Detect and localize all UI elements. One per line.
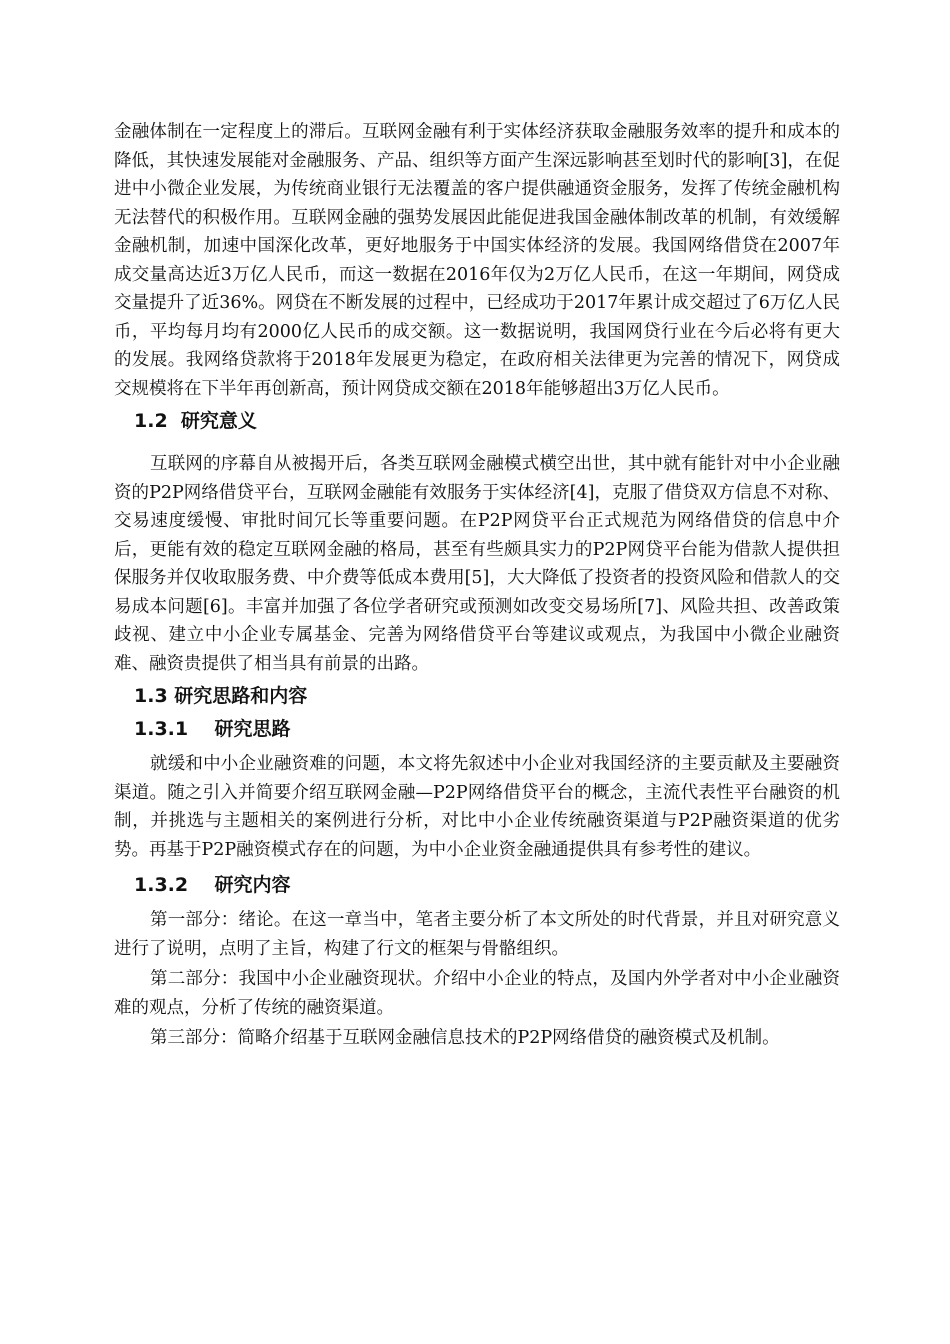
document-body xyxy=(114,118,840,1053)
paragraph-background-continued: 金融体制在一定程度上的滞后。互联网金融有利于实体经济获取金融服务效率的提升和成本的降低，其快速发展能对金融服务、产品、组织等方面产生深远影响甚至划时代的影响[3]，在促进中小微企业发展，为传统商业银行无法覆盖的客户提供融通资金服务，发挥了传统金融机构无法替代的积极作用。互联网金融的强势发展因此能促进我国金融体制改革的机制，有效缓解金融机制，加速中国深化改革，更好地服务于中国实体经济的发展。我国网络借贷在2007年成交量高达近3万亿人民币，而这一数据在2016年仅为2万亿人民币，在这一年期间，网贷成交量提升了近36%。网贷在不断发展的过程中，已经成功于2017年累计成交超过了6万亿人民币，平均每月均有2000亿人民币的成交额。这一数据说明，我国网贷行业在今后必将有更大的发展。我网络贷款将于2018年发展更为稳定，在政府相关法律更为完善的情况下，网贷成交规模将在下半年再创新高，预计网贷成交额在2018年能够超出3万亿人民币。 xyxy=(114,122,840,399)
section-heading-1-3: 1.3 研究思路和内容 xyxy=(134,685,308,707)
section-heading-1-3-1: 1.3.1 研究思路 xyxy=(134,718,291,740)
section-heading-1-3-2: 1.3.2 研究内容 xyxy=(134,874,291,896)
paragraph-part-two: 第二部分：我国中小企业融资现状。介绍中小企业的特点，及国内外学者对中小企业融资难的观点，分析了传统的融资渠道。 xyxy=(114,969,840,1018)
paragraph-research-significance: 互联网的序幕自从被揭开后，各类互联网金融模式横空出世，其中就有能针对中小企业融资的P2P网络借贷平台，互联网金融能有效服务于实体经济[4]，克服了借贷双方信息不对称、交易速度缓慢、审批时间冗长等重要问题。在P2P网贷平台正式规范为网络借贷的信息中介后，更能有效的稳定互联网金融的格局，甚至有些颇具实力的P2P网贷平台能为借款人提供担保服务并仅收取服务费、中介费等低成本费用[5]，大大降低了投资者的投资风险和借款人的交易成本问题[6]。丰富并加强了各位学者研究或预测如改变交易场所[7]、风险共担、改善政策歧视、建立中小企业专属基金、完善为网络借贷平台等建议或观点，为我国中小微企业融资难、融资贵提供了相当具有前景的出路。 xyxy=(114,454,840,674)
paragraph-research-approach: 就缓和中小企业融资难的问题，本文将先叙述中小企业对我国经济的主要贡献及主要融资渠道。随之引入并简要介绍互联网金融—P2P网络借贷平台的概念，主流代表性平台融资的机制，并挑选与主题相关的案例进行分析，对比中小企业传统融资渠道与P2P融资渠道的优劣势。再基于P2P融资模式存在的问题，为中小企业资金融通提供具有参考性的建议。 xyxy=(114,754,840,860)
paragraph-part-three: 第三部分：简略介绍基于互联网金融信息技术的P2P网络借贷的融资模式及机制。 xyxy=(150,1028,780,1048)
section-heading-1-2: 1.2 研究意义 xyxy=(134,410,257,432)
paragraph-part-one: 第一部分：绪论。在这一章当中，笔者主要分析了本文所处的时代背景，并且对研究意义进行了说明，点明了主旨，构建了行文的框架与骨骼组织。 xyxy=(114,910,840,959)
